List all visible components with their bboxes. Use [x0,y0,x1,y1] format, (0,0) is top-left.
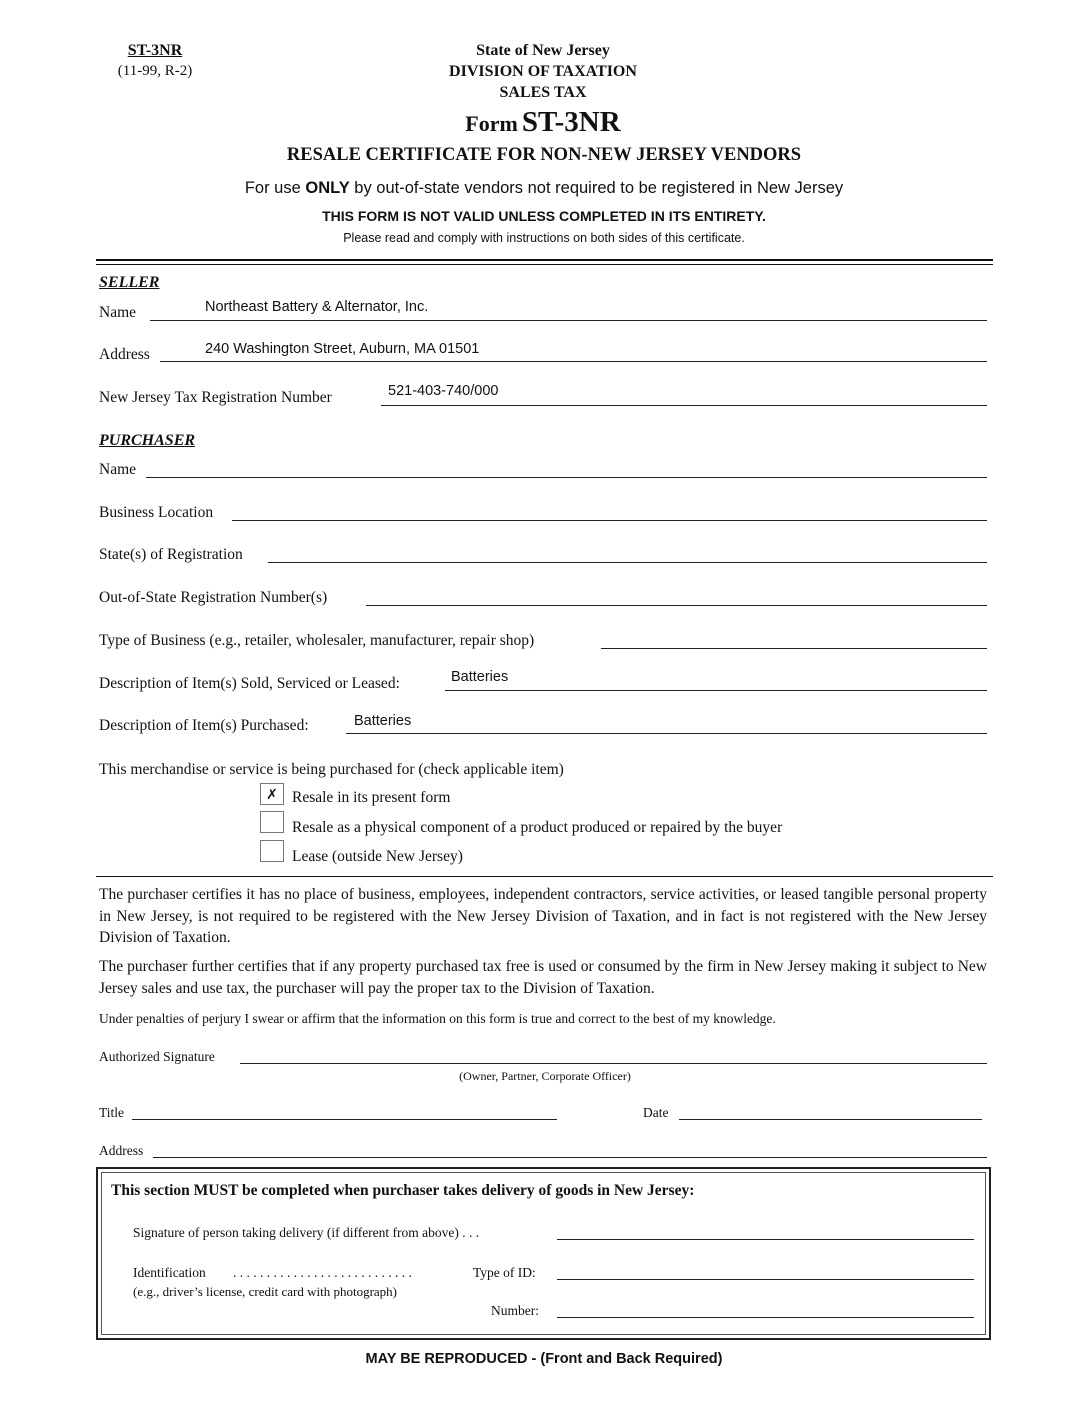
certification-paragraph-1: The purchaser certifies it has no place of business, employees, independent contractors, service activities, or leased tangible personal property in New Jersey, is not required to be registered with the New Jersey Division of Taxation, and in fact is not registered with the New Jersey Division of Taxation. [99,886,987,946]
id-number-line[interactable] [557,1317,974,1318]
usage-note-only: ONLY [305,179,350,197]
purchaser-name-label: Name [99,461,137,478]
items-sold-value[interactable]: Batteries [451,669,509,685]
header-divider-thin [96,264,993,265]
lease-label: Lease (outside New Jersey) [292,848,463,865]
seller-name-label: Name [99,304,137,321]
instructions-note: Please read and comply with instructions on both sides of this certificate. [343,231,745,245]
business-type-line[interactable] [601,648,987,649]
id-type-line[interactable] [557,1279,974,1280]
items-sold-label: Description of Item(s) Sold, Serviced or Leased: [99,675,400,692]
purpose-prompt: This merchandise or service is being purchased for (check applicable item) [99,761,564,778]
purchaser-name-line[interactable] [146,477,987,478]
seller-heading: SELLER [99,274,160,291]
certificate-title: RESALE CERTIFICATE FOR NON-NEW JERSEY VENDORS [286,145,802,165]
title-label: Title [99,1105,125,1120]
resale-present-checkbox[interactable]: ✗ [260,783,284,805]
usage-note-pre: For use [244,179,301,197]
date-line[interactable] [679,1119,982,1120]
seller-address-label: Address [99,346,150,363]
seller-taxreg-line[interactable] [381,405,987,406]
signer-address-line[interactable] [153,1157,987,1158]
state-name: State of New Jersey [476,42,610,59]
seller-name-line[interactable] [150,320,987,321]
seller-address-value[interactable]: 240 Washington Street, Auburn, MA 01501 [205,341,480,357]
lease-checkbox[interactable] [260,840,284,862]
form-name: ST-3NR [521,106,621,138]
purchaser-heading: PURCHASER [99,432,196,449]
reproduction-note: MAY BE REPRODUCED - (Front and Back Required) [365,1351,723,1367]
oos-registration-label: Out-of-State Registration Number(s) [99,589,328,606]
certification-divider [96,876,993,877]
id-number-label: Number: [491,1303,539,1318]
tax-type: SALES TAX [499,84,587,101]
division-name: DIVISION OF TAXATION [449,63,637,80]
id-type-label: Type of ID: [473,1265,536,1280]
items-sold-line[interactable] [445,690,987,691]
form-title [343,104,743,145]
signature-role-note: (Owner, Partner, Corporate Officer) [459,1069,631,1083]
seller-name-value[interactable]: Northeast Battery & Alternator, Inc. [205,299,429,315]
usage-note-post: by out-of-state vendors not required to be registered in New Jersey [354,179,844,197]
delivery-signature-label: Signature of person taking delivery (if different from above) . . . [133,1225,480,1240]
certification-paragraph-2: The purchaser further certifies that if any property purchased tax free is used or consumed by the firm in New Jersey making it subject to New Jersey sales and use tax, the purchaser will pay the proper tax to the Division of Taxation. [99,958,987,997]
identification-leader: . . . . . . . . . . . . . . . . . . . . . . . . . . . [233,1265,412,1280]
business-location-label: Business Location [99,504,214,521]
form-code: ST-3NR [127,42,183,59]
items-purchased-label: Description of Item(s) Purchased: [99,717,309,734]
authorized-signature-line[interactable] [240,1063,987,1064]
items-purchased-line[interactable] [346,733,987,734]
items-purchased-value[interactable]: Batteries [354,713,412,729]
title-line[interactable] [132,1119,557,1120]
form-prefix: Form [465,111,518,136]
date-label: Date [643,1105,669,1120]
identification-label: Identification [133,1265,206,1280]
seller-taxreg-label: New Jersey Tax Registration Number [99,389,332,406]
form-revision: (11-99, R-2) [117,63,193,79]
registration-states-label: State(s) of Registration [99,546,243,563]
identification-example: (e.g., driver’s license, credit card with photograph) [133,1284,397,1299]
seller-taxreg-value[interactable]: 521-403-740/000 [388,383,499,399]
usage-note [0,179,1088,198]
delivery-heading: This section MUST be completed when purchaser takes delivery of goods in New Jersey: [111,1182,695,1199]
resale-present-label: Resale in its present form [292,789,451,806]
authorized-signature-label: Authorized Signature [99,1049,215,1064]
seller-address-line[interactable] [160,361,987,362]
resale-component-checkbox[interactable] [260,811,284,833]
resale-component-label: Resale as a physical component of a product produced or repaired by the buyer [292,819,783,836]
business-location-line[interactable] [232,520,987,521]
perjury-statement: Under penalties of perjury I swear or affirm that the information on this form is true and correct to the best of my knowledge. [99,1011,776,1026]
signer-address-label: Address [99,1143,144,1158]
business-type-label: Type of Business (e.g., retailer, wholesaler, manufacturer, repair shop) [99,632,535,649]
header-divider [96,259,993,261]
delivery-signature-line[interactable] [557,1239,974,1240]
registration-states-line[interactable] [268,562,987,563]
oos-registration-line[interactable] [366,605,987,606]
validity-warning: THIS FORM IS NOT VALID UNLESS COMPLETED IN ITS ENTIRETY. [322,208,766,224]
